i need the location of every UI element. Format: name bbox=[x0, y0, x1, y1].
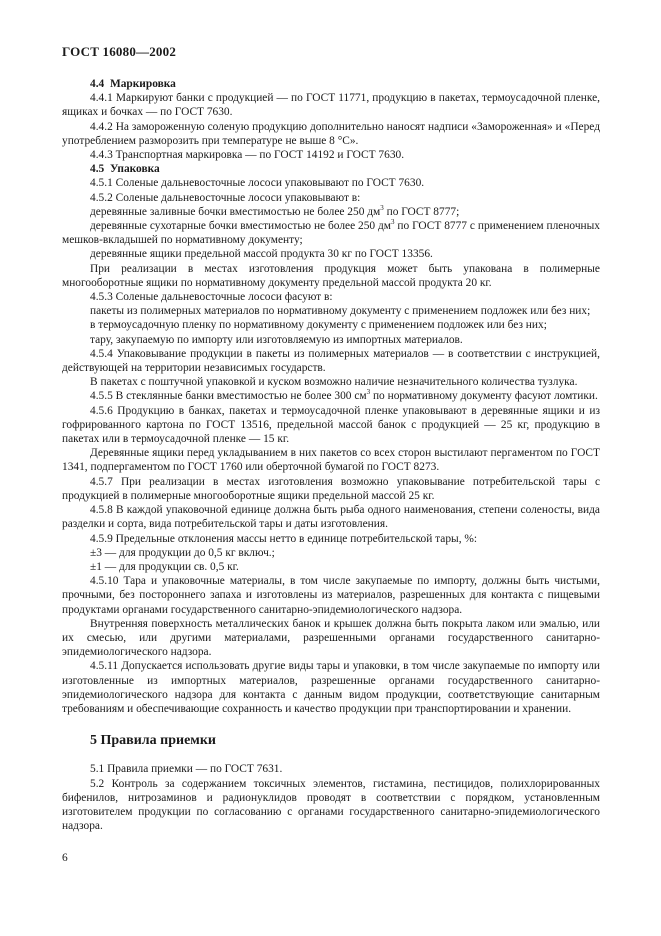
list-item-polymer-bags: пакеты из полимерных материалов по нормативному документу с применением подложек или без них; bbox=[90, 305, 591, 318]
paragraph-5-2: 5.2 Контроль за содержанием токсичных элементов, гистамина, пестицидов, полихлорированных бифенилов, нитрозаминов и радионуклидов проводят в соответствии с порядком, установленным изготовителем продукции по согласованию с органами государственного санитарно-эпидемиологического надзора. bbox=[62, 777, 600, 833]
paragraph-4-5-3: 4.5.3 Соленые дальневосточные лососи фасуют в: bbox=[90, 291, 333, 304]
paragraph-4-4-2: 4.4.2 На замороженную соленую продукцию дополнительно наносят надписи «Замороженная» и «Перед употреблением разморозить при температуре не выше 8 °С». bbox=[62, 120, 600, 147]
paragraph-can-coating: Внутренняя поверхность металлических банок и крышек должна быть покрыта лаком или эмалью, или их смесью, или другими материалами, разрешенными органами государственного санитарно-эпидемиологического надзора. bbox=[62, 617, 600, 659]
document-header: ГОСТ 16080—2002 bbox=[62, 44, 177, 59]
paragraph-4-5-9: 4.5.9 Предельные отклонения массы нетто в единице потребительской тары, %: bbox=[90, 532, 478, 545]
paragraph-4-5-4: 4.5.4 Упаковывание продукции в пакеты из полимерных материалов — в соответствии с инструкцией, действующей на территории независимых государств. bbox=[62, 347, 600, 375]
list-item-barrels-liquid: деревянные заливные бочки вместимостью не более 250 $дм^3$ по ГОСТ 8777; bbox=[90, 204, 460, 218]
section-heading-text: Маркировка bbox=[109, 78, 176, 90]
document-body bbox=[62, 77, 600, 833]
paragraph-4-5-5: 4.5.5 В стеклянные банки вместимостью не более 300 $см^3$ по нормативному документу фасуют ломтики. bbox=[90, 388, 598, 403]
list-item-imported-tare: тару, закупаемую по импорту или изготовляемую из импортных материалов. bbox=[90, 333, 463, 346]
paragraph-4-5-7: 4.5.7 При реализации в местах изготовления возможно упаковывание потребительской тары с продукцией в полимерные многооборотные ящики предельной массой 25 кг. bbox=[62, 475, 600, 502]
section-number: 4.4 bbox=[90, 78, 105, 90]
paragraph-4-4-1: 4.4.1 Маркируют банки с продукцией — по ГОСТ 11771, продукцию в пакетах, термоусадочной пленке, ящиках и бочках — по ГОСТ 7630. bbox=[62, 92, 600, 119]
section-heading-text: Упаковка bbox=[109, 163, 160, 176]
list-item-shrink-film: в термоусадочную пленку по нормативному документу с применением подложек или без них; bbox=[90, 319, 547, 332]
list-item-wooden-boxes: деревянные ящики предельной массой продукта 30 кг по ГОСТ 13356. bbox=[90, 248, 433, 261]
paragraph-brine-note: В пакетах с поштучной упаковкой и куском возможно наличие незначительного количества тузлука. bbox=[90, 376, 578, 389]
paragraph-local-sale: При реализации в местах изготовления продукция может быть упакована в полимерные многооборотные ящики по нормативному документу предельной массой продукта 20 кг. bbox=[62, 262, 600, 289]
list-item-barrels-dry: деревянные сухотарные бочки вместимостью не более 250 $дм^3$ по ГОСТ 8777 с применением пленочных мешков-вкладышей по нормативному документу; bbox=[62, 218, 601, 247]
paragraph-4-4-3: 4.4.3 Транспортная маркировка — по ГОСТ 14192 и ГОСТ 7630. bbox=[90, 149, 405, 162]
paragraph-5-1: 5.1 Правила приемки — по ГОСТ 7631. bbox=[90, 763, 283, 776]
section-heading-4-4 bbox=[62, 77, 600, 91]
paragraph-4-5-10: 4.5.10 Тара и упаковочные материалы, в том числе закупаемые по импорту, должны быть чистыми, прочными, без постороннего запаха и изготовлены из материалов, разрешенных для контакта с пищевыми продуктами органами государственного санитарно-эпидемиологического надзора. bbox=[62, 575, 600, 616]
section-title-5: 5 Правила приемки bbox=[90, 733, 216, 749]
list-item-tolerance-large: ±1 — для продукции св. 0,5 кг. bbox=[90, 560, 239, 573]
page-number: 6 bbox=[62, 852, 68, 864]
paragraph-box-lining: Деревянные ящики перед укладыванием в них пакетов со всех сторон выстилают пергаментом по ГОСТ 1341, подпергаментом по ГОСТ 1760 или оберточной бумагой по ГОСТ 8273. bbox=[62, 447, 600, 474]
paragraph-4-5-11: 4.5.11 Допускается использовать другие виды тары и упаковки, в том числе закупаемые по импорту или изготовленные из импортных материалов, разрешенные органами государственного санитарно-эпидемиологического надзора для контакта с данным видом продукции, соответствующие санитарным требованиям и обеспечивающие сохранность и качество продукции при транспортировании и хранении. bbox=[62, 660, 600, 715]
paragraph-4-5-1: 4.5.1 Соленые дальневосточные лососи упаковывают по ГОСТ 7630. bbox=[90, 177, 425, 190]
paragraph-4-5-2: 4.5.2 Соленые дальневосточные лососи упаковывают в: bbox=[90, 191, 361, 204]
list-item-tolerance-small: ±3 — для продукции до 0,5 кг включ.; bbox=[90, 546, 275, 559]
paragraph-4-5-8: 4.5.8 В каждой упаковочной единице должна быть рыба одного наименования, степени соленосты, вида разделки и сорта, вида потребительской тары и даты изготовления. bbox=[62, 504, 600, 531]
section-heading-4-5 bbox=[62, 162, 600, 176]
section-number: 4.5 bbox=[90, 163, 105, 176]
paragraph-4-5-6: 4.5.6 Продукцию в банках, пакетах и термоусадочной пленке упаковывают в деревянные ящики и из гофрированного картона по ГОСТ 13516, предельной массой банок с продукцией — 25 кг, продукцию в пакетах или в термоусадочной пленке — 15 кг. bbox=[62, 404, 600, 446]
